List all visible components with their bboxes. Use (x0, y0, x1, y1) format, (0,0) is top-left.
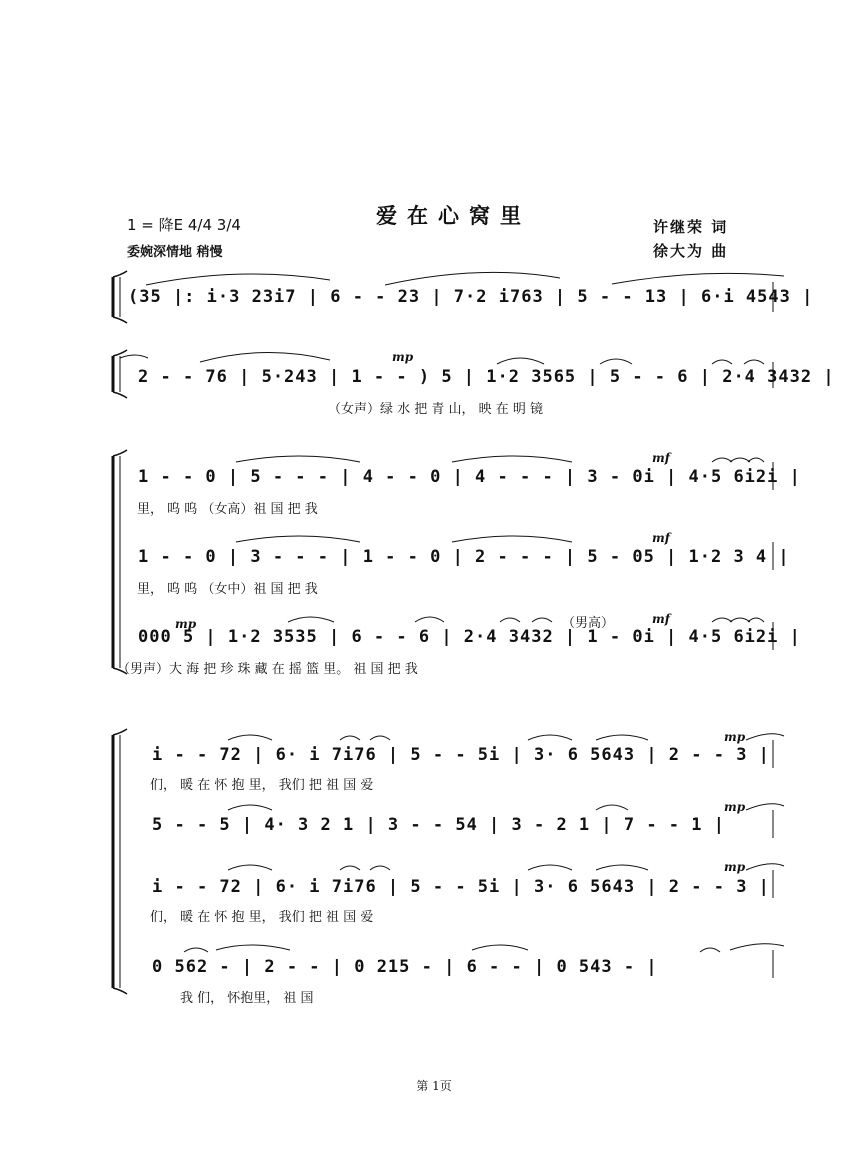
dynamic-mp: mp (724, 860, 746, 874)
line3-notes: i - - 72 | 6· i 7i76 | 5 - - 5i | 3· 6 5643 | 2 - - 3 | (152, 877, 770, 897)
slur (612, 273, 784, 284)
part-label-tenor: （男高） (562, 616, 615, 631)
soprano-lyrics: 里， 呜 呜 （女高）祖 国 把 我 (137, 502, 318, 517)
system1-notes: (35 |: i·3 23i7 | 6 - - 23 | 7·2 i763 | 5 - - 13 | 6·i 4543 | (128, 287, 814, 307)
page-number: 第 1页 (416, 1079, 452, 1093)
song-title: 爱在心窝里 (376, 203, 531, 228)
slur (146, 274, 330, 285)
alto-notes: 1 - - 0 | 3 - - - | 1 - - 0 | 2 - - - | 5 - 05 | 1·2 3 4 | (138, 547, 790, 567)
line1-lyrics: 们， 暖 在 怀 抱 里， 我们 把 祖 国 爱 (150, 778, 374, 793)
dynamic-mp: mp (392, 350, 414, 364)
line2-notes: 5 - - 5 | 4· 3 2 1 | 3 - - 54 | 3 - 2 1 | 7 - - 1 | (152, 815, 725, 835)
slur (385, 272, 560, 285)
line1-notes: i - - 72 | 6· i 7i76 | 5 - - 5i | 3· 6 5643 | 2 - - 3 | (152, 745, 770, 765)
system2-notes: 2 - - 76 | 5·243 | 1 - - ) 5 | 1·2 3565 | 5 - - 6 | 2·4 3432 | (138, 367, 835, 387)
soprano-notes: 1 - - 0 | 5 - - - | 4 - - 0 | 4 - - - | 3 - 0i | 4·5 6i2i | (138, 467, 801, 487)
tempo-marking: 委婉深情地 稍慢 (127, 245, 223, 260)
men-notes: 000 5 | 1·2 3535 | 6 - - 6 | 2·4 3432 | 1 - 0i | 4·5 6i2i | (138, 627, 801, 647)
dynamic-mp: mp (724, 730, 746, 744)
key-signature: 1 = 降E 4/4 3/4 (127, 216, 241, 234)
dynamic-mf: mf (652, 531, 670, 545)
dynamic-mf: mf (652, 451, 670, 465)
dynamic-mp: mp (724, 800, 746, 814)
alto-lyrics: 里， 呜 呜 （女中）祖 国 把 我 (137, 582, 318, 597)
line4-lyrics: 我 们， 怀抱里， 祖 国 (180, 991, 314, 1006)
dynamic-mf: mf (652, 612, 670, 626)
men-lyrics: （男声）大 海 把 珍 珠 藏 在 摇 篮 里。 祖 国 把 我 (117, 662, 418, 677)
composer: 徐大为 曲 (653, 242, 729, 260)
lyricist: 许继荣 词 (653, 218, 729, 236)
line4-notes: 0 562 - | 2 - - | 0 215 - | 6 - - | 0 543 - | (152, 957, 658, 977)
line3-lyrics: 们， 暖 在 怀 抱 里， 我们 把 祖 国 爱 (150, 910, 374, 925)
dynamic-mp: mp (175, 617, 197, 631)
system2-lyrics: （女声）绿 水 把 青 山， 映 在 明 镜 (328, 402, 544, 417)
